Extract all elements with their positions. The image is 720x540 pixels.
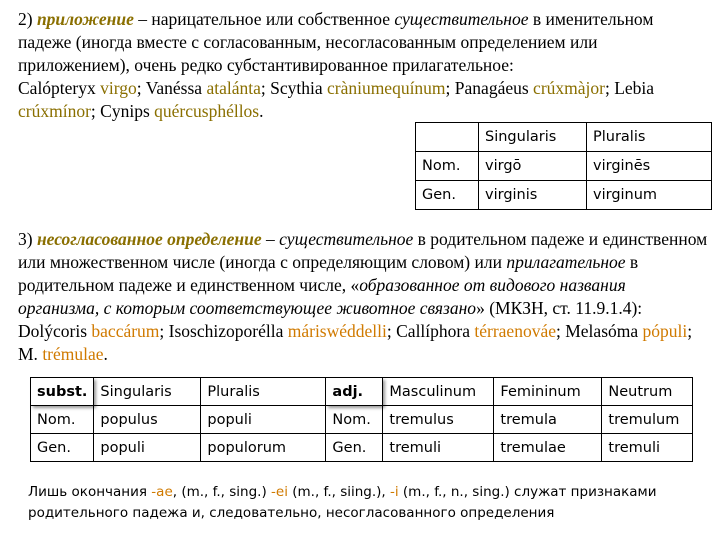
table-row [416, 181, 712, 210]
text-fragment: в родительном падеже и единственном числе, « [18, 252, 639, 295]
declension-table-virgo [415, 122, 712, 210]
text-noun: существительное [279, 229, 414, 249]
table-cell: populus [94, 406, 201, 434]
table-row [31, 406, 693, 434]
table-cell: Nom. [31, 406, 94, 434]
example: Scythia cràniumequínum; [270, 78, 455, 98]
table-cell: tremulus [383, 406, 494, 434]
text-quote: образованное от видового названия организма, с которым соответствующее животное связано [18, 275, 626, 318]
table-cell: Pluralis [201, 378, 326, 406]
table-cell: virginis [479, 181, 587, 210]
table-row [416, 152, 712, 181]
table-cell [416, 123, 479, 152]
table-cell: tremuli [383, 434, 494, 462]
example: Callíphora térraenováe; [396, 321, 566, 341]
table-row [31, 378, 693, 406]
example: Isoschizoporélla máriswéddelli; [168, 321, 397, 341]
ending-ei: -ei [271, 484, 288, 500]
table-cell: Singularis [479, 123, 587, 152]
term-genitive-attribute: несогласованное определение [36, 229, 262, 249]
ending-i: -i [390, 484, 399, 500]
table-cell: populorum [201, 434, 326, 462]
table-cell: Pluralis [587, 123, 712, 152]
table-cell: adj. [326, 378, 383, 406]
table-cell: virginum [587, 181, 712, 210]
item-number: 2) [18, 9, 33, 29]
paragraph-apposition [18, 8, 708, 123]
table-cell: tremulae [494, 434, 602, 462]
text-fragment: – нарицательное или собственное [133, 9, 395, 29]
table-cell: Singularis [94, 378, 201, 406]
term-apposition: приложение [36, 9, 134, 29]
text-fragment: (m., f., n., sing.) служат признаками родительного падежа и, следовательно, несогласованного определения [28, 484, 657, 521]
table-cell: Gen. [416, 181, 479, 210]
text-fragment: в родительном падеже и единственном или множественном числе (иногда с определяющим словом) или [18, 229, 708, 272]
table-cell: Nom. [416, 152, 479, 181]
table-cell: Neutrum [602, 378, 693, 406]
declension-table-populus-tremulus [30, 377, 693, 462]
text-noun: существительное [394, 9, 529, 29]
text-fragment: Лишь окончания [28, 484, 152, 500]
text-adjective: прилагательное [506, 252, 626, 272]
text-fragment: (m., f., siing.), [287, 484, 390, 500]
ending-ae: -ae [151, 484, 173, 500]
text-fragment: – [261, 229, 280, 249]
table-cell: virgō [479, 152, 587, 181]
example: Calópteryx virgo; [18, 78, 146, 98]
table-cell: tremula [494, 406, 602, 434]
example: Cynips quércusphéllos. [100, 101, 264, 121]
table-cell: virginēs [587, 152, 712, 181]
table-cell: Nom. [326, 406, 383, 434]
text-fragment: , (m., f., sing.) [172, 484, 272, 500]
table-cell: Gen. [31, 434, 94, 462]
table-cell: populi [94, 434, 201, 462]
table-cell: tremuli [602, 434, 693, 462]
example: Panagáeus crúxmàjor; [454, 78, 610, 98]
table-cell: tremulum [602, 406, 693, 434]
example: Vanéssa atalánta; [145, 78, 271, 98]
table-row [416, 123, 712, 152]
example: Lebia crúxmínor; [18, 78, 655, 121]
paragraph-genitive-attribute [18, 228, 708, 366]
table-cell: subst. [31, 378, 94, 406]
text-fragment: » (МКЗН, ст. 11.9.1.4): [476, 298, 643, 318]
table-cell: populi [201, 406, 326, 434]
example: M. trémulae. [18, 344, 108, 364]
table-cell: Gen. [326, 434, 383, 462]
example: Melasóma pópuli; [565, 321, 693, 341]
example: Dolýcoris baccárum; [18, 321, 169, 341]
table-cell: Femininum [494, 378, 602, 406]
text-fragment: в именительном падеже (иногда вместе с согласованным, несогласованным определением или приложением), очень редко субстантивированное прилагательное: [18, 9, 654, 75]
footnote [28, 482, 708, 524]
table-row [31, 434, 693, 462]
item-number: 3) [18, 229, 33, 249]
table-cell: Masculinum [383, 378, 494, 406]
